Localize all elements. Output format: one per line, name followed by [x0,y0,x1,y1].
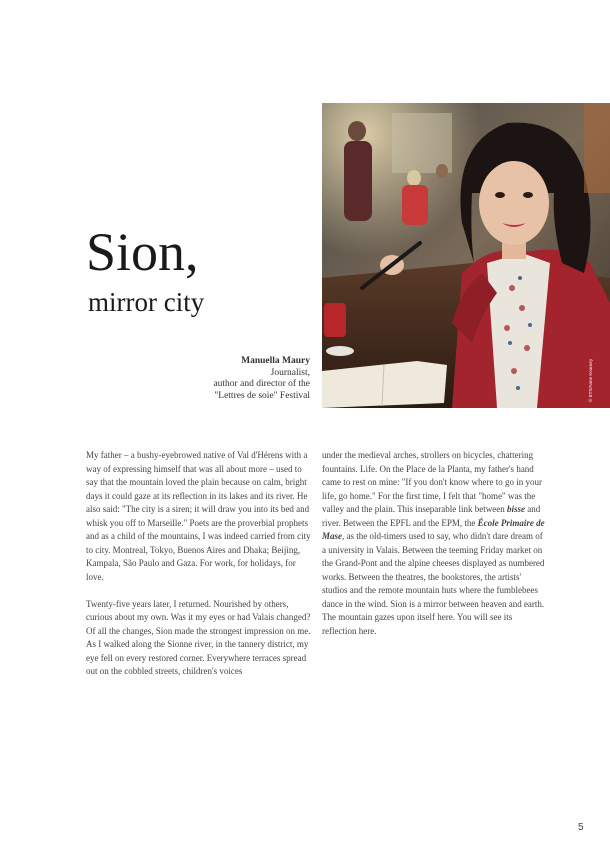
body-paragraph: My father – a bushy-eyebrowed native of Val d'Hérens with a way of expressing himself that was all about more – used to say that the mountain loved the plain because on calm, bright days it could gaze at its reflection in its lakes and its river. He also said: "The city is a siren; it will draw you into its bed and whisk you off to Marseille." Poets are the proverbial prophets and as a child of the mountains, I was indeed carried from city to city. Montreal, Tokyo, Buenos Aires and Dhaka; Beijing, Kampala, São Paulo and Gaza. For work, for holidays, for love. [86,450,311,582]
author-role-1: Journalist, [270,367,310,378]
author-role-2: author and director of the [213,379,310,389]
page-number: 5 [578,822,584,833]
article-title: Sion, [86,222,199,282]
byline [150,356,310,402]
body-paragraph [322,449,547,638]
portrait-photo [322,103,610,408]
author-name: Manuella Maury [241,356,310,366]
text-run: under the medieval arches, strollers on bicycles, chattering fountains. Life. On the Place de la Planta, my father's hand came to rest on mine: "If you don't know where to go in your life, go home." For the first time, I felt that "home" was the valley and the plain. This inseparable link between [322,450,542,514]
body-column-left [86,449,311,692]
text-run: , as the old-timers used to say, who didn't dare dream of a university in Valais. Between the teeming Friday market on the Grand-Pont and the alpine cheeses displayed as numbered works. Between the theatres, the bookstores, the artists' studios and the remote mountain huts where the fumblebees dance in the wind. Sion is a mirror between heaven and earth. The mountain gazes upon itself here. You will see its reflection here. [322,531,545,636]
portrait-illustration [322,103,610,408]
text-run: and river. Between the EPFL and the EPM, the [322,504,541,528]
author-role-3: "Lettres de soie" Festival [214,390,310,401]
emphasis-school: École Primaire de Mase [322,517,545,541]
body-paragraph: Twenty-five years later, I returned. Nourished by others, curious about my own. Was it my eyes or had Valais changed? Of all the changes, Sion made the strongest impression on me. As I walked along the Sionne river, in the tannery district, my eye fell on every restored corner. Everywhere terraces spread out on the cobbled streets, children's voices [86,598,311,676]
photo-credit: © BTS/Anne Kearney [588,358,593,402]
body-column-right [322,449,547,652]
emphasis-bisse: bisse [507,504,526,514]
article-subtitle: mirror city [88,287,205,317]
